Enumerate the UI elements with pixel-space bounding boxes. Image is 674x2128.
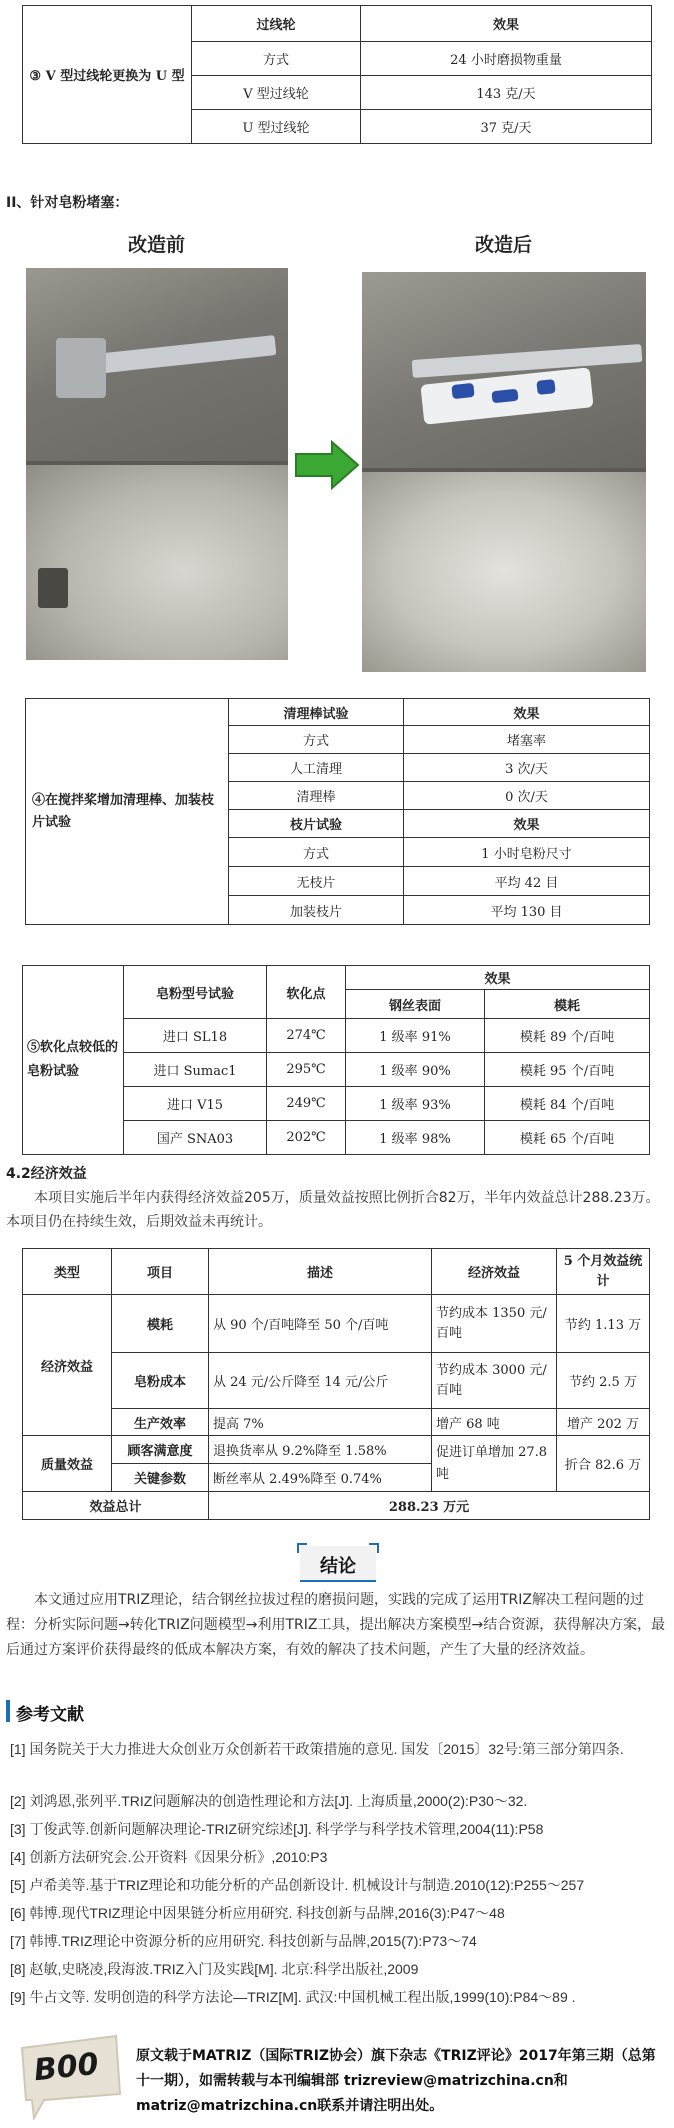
table-cell: 节约成本 3000 元/百吨 [432, 1353, 557, 1409]
reference-item: [5] 卢希美等.基于TRIZ理论和功能分析的产品创新设计. 机械设计与制造.2010(12):P255～257 [10, 1877, 585, 1893]
table-cell: 24 小时磨损物重量 [361, 42, 652, 76]
table-2 [25, 698, 650, 925]
table-cell: 1 级率 93% [346, 1087, 485, 1121]
table-cell: 1 级率 98% [346, 1121, 485, 1155]
table-cell: 人工清理 [229, 754, 404, 782]
table-cell: 3 次/天 [404, 754, 650, 782]
table-cell: V 型过线轮 [192, 76, 361, 110]
table-header: 过线轮 [192, 6, 361, 42]
reference-item: [8] 赵敏,史晓凌,段海波.TRIZ入门及实践[M]. 北京:科学出版社,2009 [10, 1961, 419, 1977]
table-cell: 清理棒 [229, 782, 404, 810]
table-cell: 295℃ [267, 1053, 346, 1087]
table-cell: 方式 [192, 42, 361, 76]
table1-group-label: ③ V 型过线轮更换为 U 型 [23, 6, 192, 144]
table-header: 效果 [346, 966, 650, 990]
references-marker [6, 1700, 10, 1722]
table-cell: 37 克/天 [361, 110, 652, 144]
footer-text: 原文载于MATRIZ（国际TRIZ协会）旗下杂志《TRIZ评论》2017年第三期（总第十一期），如需转载与本刊编辑部 trizreview@matrizchina.cn和matriz@matrizchina.cn联系并请注明出处。 [136, 2048, 656, 2114]
reference-item: [3] 丁俊武等.创新问题解决理论-TRIZ研究综述[J]. 科学学与科学技术管理,2004(11):P58 [10, 1821, 544, 1837]
table-header: 钢丝表面 [346, 990, 485, 1019]
table-cell: 平均 42 目 [404, 867, 650, 896]
table-cell: 从 24 元/公斤降至 14 元/公斤 [209, 1353, 432, 1409]
reference-item: [4] 创新方法研究会.公开资料《因果分析》,2010:P3 [10, 1849, 328, 1865]
table-cell: 模耗 95 个/百吨 [485, 1053, 650, 1087]
references-title: 参考文献 [16, 1705, 84, 1725]
table-cell: 节约 1.13 万 [557, 1295, 650, 1353]
table-cell: 断丝率从 2.49%降至 0.74% [209, 1464, 432, 1492]
table4-total-value: 288.23 万元 [209, 1492, 650, 1520]
table-header: 皂粉型号试验 [124, 966, 267, 1019]
table-cell: 202℃ [267, 1121, 346, 1155]
table-header: 项目 [112, 1249, 209, 1295]
table-cell: 国产 SNA03 [124, 1121, 267, 1155]
table-cell: 关键参数 [112, 1464, 209, 1492]
after-label: 改造后 [475, 234, 533, 256]
before-photo [26, 268, 288, 660]
reference-item: [2] 刘鸿恩,张列平.TRIZ问题解决的创造性理论和方法[J]. 上海质量,2000(2):P30～32. [10, 1793, 528, 1809]
table-cell: 增产 202 万 [557, 1409, 650, 1436]
table-cell: 折合 82.6 万 [557, 1436, 650, 1492]
table-cell: 方式 [229, 838, 404, 867]
table-cell: 促进订单增加 27.8 吨 [432, 1436, 557, 1492]
table-cell: 加装枝片 [229, 896, 404, 925]
table-cell: 进口 V15 [124, 1087, 267, 1121]
table-cell: 增产 68 吨 [432, 1409, 557, 1436]
before-label: 改造前 [128, 234, 186, 256]
table-header: 效果 [361, 6, 652, 42]
table-cell: 1 级率 90% [346, 1053, 485, 1087]
table-cell: U 型过线轮 [192, 110, 361, 144]
table-cell: 堵塞率 [404, 726, 650, 754]
footer-badge: B00 [32, 2046, 101, 2089]
table-header: 软化点 [267, 966, 346, 1019]
table4-type-quality: 质量效益 [23, 1436, 112, 1492]
table-cell: 皂粉成本 [112, 1353, 209, 1409]
table-cell: 节约 2.5 万 [557, 1353, 650, 1409]
table4-total-label: 效益总计 [23, 1492, 209, 1520]
table-header: 清理棒试验 [229, 699, 404, 726]
table-header: 枝片试验 [229, 810, 404, 838]
section42-heading: 4.2经济效益 [6, 1166, 87, 1182]
corner-mark [297, 1543, 307, 1553]
table-cell: 249℃ [267, 1087, 346, 1121]
table-cell: 从 90 个/百吨降至 50 个/百吨 [209, 1295, 432, 1353]
table-cell: 模耗 [112, 1295, 209, 1353]
table-header: 5 个月效益统计 [557, 1249, 650, 1295]
table-cell: 节约成本 1350 元/百吨 [432, 1295, 557, 1353]
table-cell: 进口 SL18 [124, 1019, 267, 1053]
table-cell: 进口 Sumac1 [124, 1053, 267, 1087]
reference-item: [7] 韩博.TRIZ理论中资源分析的应用研究. 科技创新与品牌,2015(7):P73～74 [10, 1933, 477, 1949]
corner-mark [369, 1543, 379, 1553]
table-cell: 0 次/天 [404, 782, 650, 810]
section2-heading: II、针对皂粉堵塞： [6, 195, 129, 211]
table4-type-econ: 经济效益 [23, 1295, 112, 1436]
table-cell: 274℃ [267, 1019, 346, 1053]
table-3 [22, 965, 650, 1155]
table-header: 模耗 [485, 990, 650, 1019]
reference-item: [9] 牛占文等. 发明创造的科学方法论—TRIZ[M]. 武汉:中国机械工程出版,1999(10):P84～89 . [10, 1989, 576, 2005]
table-header: 效果 [404, 699, 650, 726]
table-4 [22, 1248, 650, 1520]
table-cell: 顾客满意度 [112, 1436, 209, 1464]
table2-group-label: ④在搅拌桨增加清理棒、加装枝片试验 [26, 699, 229, 925]
table-cell: 生产效率 [112, 1409, 209, 1436]
arrow-right-icon [294, 440, 360, 490]
reference-item: [6] 韩博.现代TRIZ理论中因果链分析应用研究. 科技创新与品牌,2016(3):P47～48 [10, 1905, 505, 1921]
table-cell: 1 小时皂粉尺寸 [404, 838, 650, 867]
conclusion-paragraph: 本文通过应用TRIZ理论，结合钢丝拉拔过程的磨损问题，实践的完成了运用TRIZ解决工程问题的过程：分析实际问题→转化TRIZ问题模型→利用TRIZ工具，提出解决方案模型→结合资源，获得解决方案，最后通过方案评价获得最终的低成本解决方案，有效的解决了技术问题，产生了大量的经济效益。 [6, 1592, 666, 1658]
table-cell: 平均 130 目 [404, 896, 650, 925]
table-cell: 方式 [229, 726, 404, 754]
after-photo [362, 272, 646, 672]
reference-item: [1] 国务院关于大力推进大众创业万众创新若干政策措施的意见. 国发〔2015〕32号:第三部分第四条. [10, 1741, 624, 1757]
table-cell: 退换货率从 9.2%降至 1.58% [209, 1436, 432, 1464]
table-header: 经济效益 [432, 1249, 557, 1295]
table-cell: 无枝片 [229, 867, 404, 896]
table-cell: 1 级率 91% [346, 1019, 485, 1053]
table-1 [22, 5, 652, 144]
table-cell: 提高 7% [209, 1409, 432, 1436]
conclusion-title-box [300, 1546, 376, 1582]
table-cell: 模耗 65 个/百吨 [485, 1121, 650, 1155]
table-cell: 143 克/天 [361, 76, 652, 110]
section42-paragraph: 本项目实施后半年内获得经济效益205万，质量效益按照比例折合82万，半年内效益总计288.23万。本项目仍在持续生效，后期效益未再统计。 [6, 1190, 660, 1230]
table-cell: 模耗 84 个/百吨 [485, 1087, 650, 1121]
table3-group-label: ⑤软化点较低的皂粉试验 [23, 966, 124, 1155]
table-header: 效果 [404, 810, 650, 838]
table-header: 描述 [209, 1249, 432, 1295]
table-header: 类型 [23, 1249, 112, 1295]
table-cell: 模耗 89 个/百吨 [485, 1019, 650, 1053]
conclusion-title: 结论 [320, 1556, 356, 1577]
